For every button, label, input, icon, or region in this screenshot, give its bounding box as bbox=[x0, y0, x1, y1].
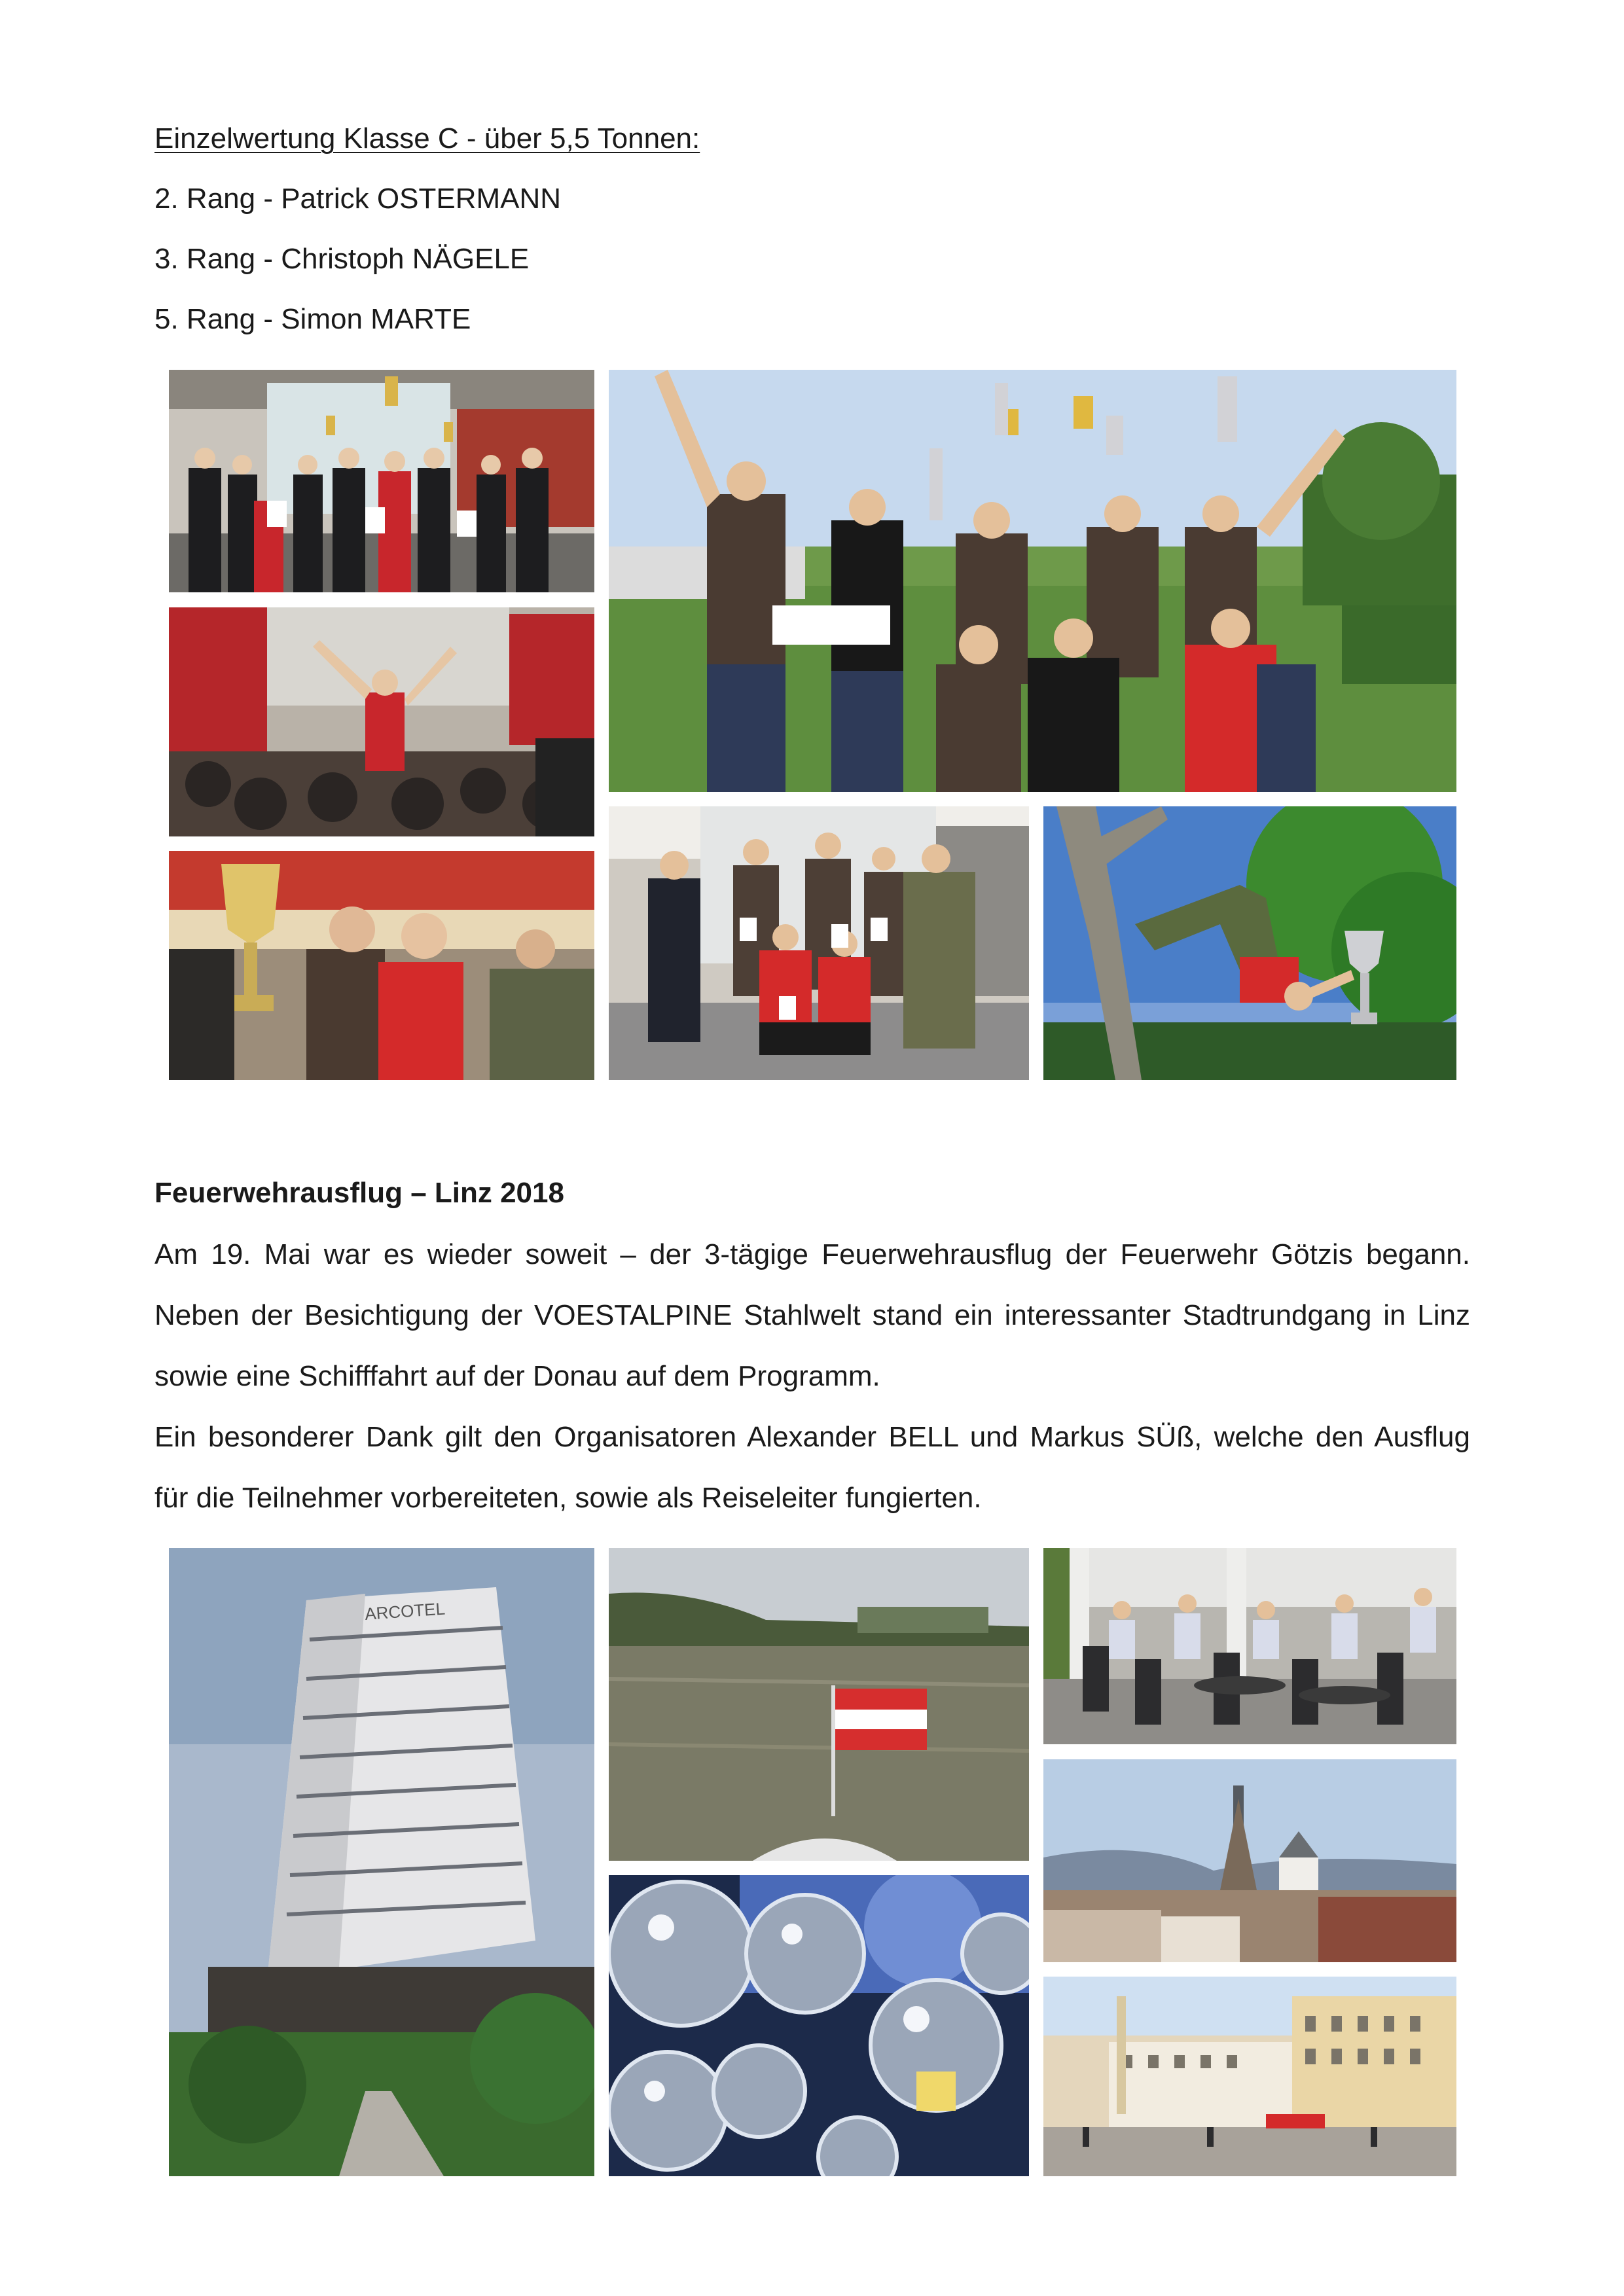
photo-winners-trophy-cup bbox=[169, 851, 594, 1080]
trip-line-3: sowie eine Schifffahrt auf der Donau auf dem Programm. bbox=[154, 1360, 880, 1392]
results-heading: Einzelwertung Klasse C - über 5,5 Tonnen: bbox=[154, 122, 700, 154]
trip-heading: Feuerwehrausflug – Linz 2018 bbox=[154, 1177, 564, 1209]
photo-linz-main-square bbox=[1043, 1977, 1456, 2176]
photo-celebration-crowd bbox=[169, 607, 594, 836]
svg-text:ARCOTEL: ARCOTEL bbox=[364, 1598, 446, 1624]
trip-line-5: für die Teilnehmer vorbereiteten, sowie als Reiseleiter fungierten. bbox=[154, 1482, 982, 1514]
photo-danube-flag bbox=[609, 1548, 1029, 1861]
photo-team-outdoor-trophies bbox=[609, 370, 1456, 792]
photo-stahlwelt-spheres bbox=[609, 1875, 1029, 2176]
photo-cafe-terrace bbox=[1043, 1548, 1456, 1744]
trip-line-4: Ein besonderer Dank gilt den Organisatoren Alexander BELL und Markus SÜß, welche den Ausflug bbox=[154, 1421, 1470, 1453]
photo-arcotel-tower bbox=[169, 1548, 594, 2176]
photo-group-certificates-hall bbox=[609, 806, 1029, 1080]
rank-3: 3. Rang - Christoph NÄGELE bbox=[154, 243, 530, 275]
rank-5: 5. Rang - Simon MARTE bbox=[154, 303, 471, 335]
photo-tree-trophy bbox=[1043, 806, 1456, 1080]
trip-paragraph bbox=[154, 1236, 1470, 1541]
photo-linz-skyline bbox=[1043, 1759, 1456, 1962]
trip-line-1: Am 19. Mai war es wieder soweit – der 3-tägige Feuerwehrausflug der Feuerwehr Götzis begann. bbox=[154, 1238, 1470, 1270]
photo-group-trophies-hall bbox=[169, 370, 594, 592]
trip-line-2: Neben der Besichtigung der VOESTALPINE Stahlwelt stand ein interessanter Stadtrundgang in Linz bbox=[154, 1299, 1470, 1331]
rank-2: 2. Rang - Patrick OSTERMANN bbox=[154, 183, 562, 215]
